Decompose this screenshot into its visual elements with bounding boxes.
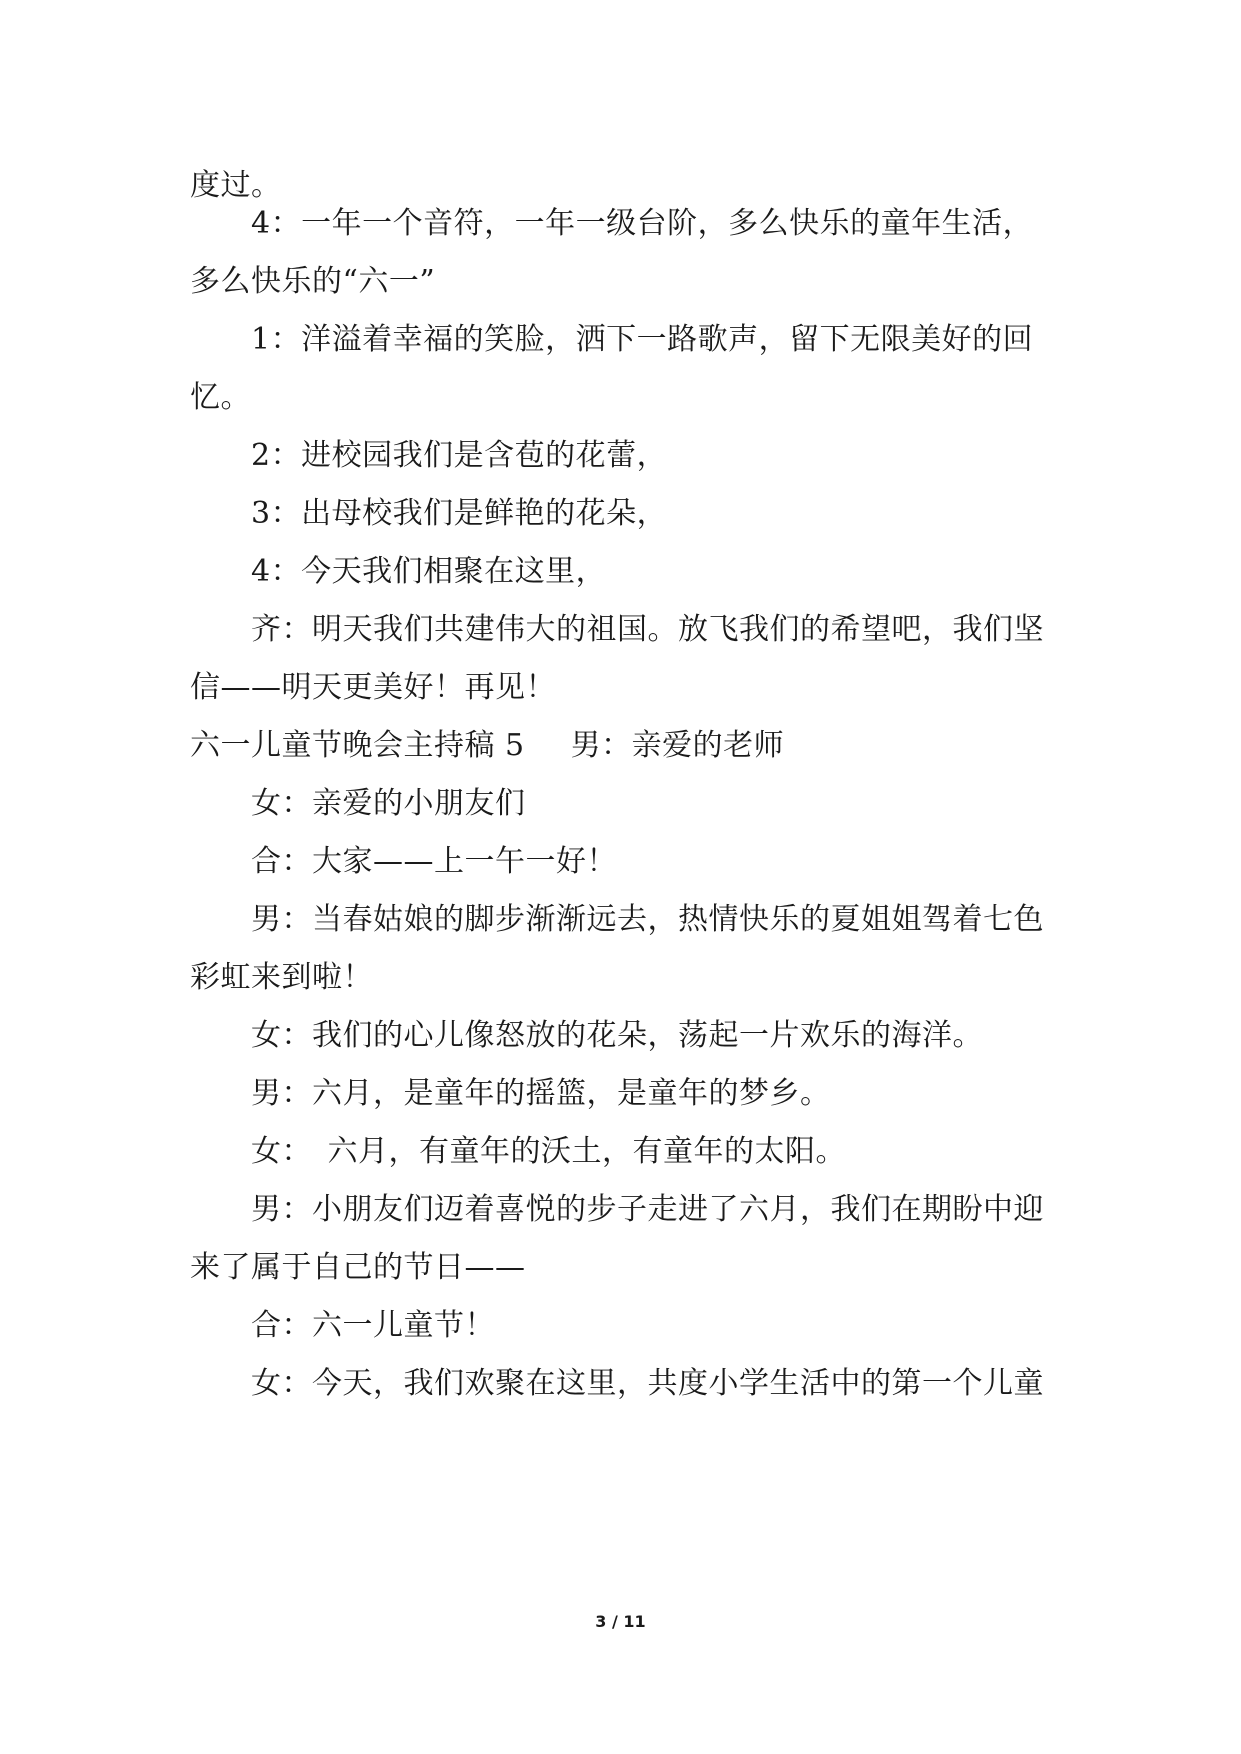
text-line: 女：亲爱的小朋友们	[251, 786, 526, 821]
text-line: 1：洋溢着幸福的笑脸，洒下一路歌声，留下无限美好的回	[251, 322, 1034, 357]
text-line: 来了属于自己的节日——	[190, 1250, 526, 1285]
page-number: 3 / 11	[595, 1612, 646, 1631]
text-line: 多么快乐的“六一”	[190, 264, 436, 299]
text-line: 合：大家——上一午一好！	[251, 844, 617, 879]
text-line: 度过。	[190, 168, 282, 203]
text-line: 男：六月，是童年的摇篮，是童年的梦乡。	[251, 1076, 831, 1111]
text-line: 信——明天更美好！再见！	[190, 670, 556, 705]
text-line: 彩虹来到啦！	[190, 960, 373, 995]
text-line: 3：出母校我们是鲜艳的花朵，	[251, 496, 668, 531]
text-line: 女：我们的心儿像怒放的花朵，荡起一片欢乐的海洋。	[251, 1018, 983, 1053]
text-line: 合：六一儿童节！	[251, 1308, 495, 1343]
text-line: 男：当春姑娘的脚步渐渐远去，热情快乐的夏姐姐驾着七色	[251, 902, 1044, 937]
text-line: 齐：明天我们共建伟大的祖国。放飞我们的希望吧，我们坚	[251, 612, 1044, 647]
section-heading-row	[190, 726, 1070, 766]
text-line: 4：一年一个音符，一年一级台阶，多么快乐的童年生活，	[251, 206, 1034, 241]
text-line: 4：今天我们相聚在这里，	[251, 554, 607, 589]
section-title: 六一儿童节晚会主持稿 5	[190, 728, 525, 763]
text-line: 女：今天，我们欢聚在这里，共度小学生活中的第一个儿童	[251, 1366, 1044, 1401]
text-line: 男：小朋友们迈着喜悦的步子走进了六月，我们在期盼中迎	[251, 1192, 1044, 1227]
text-line: 忆。	[190, 380, 251, 415]
text-line: 2：进校园我们是含苞的花蕾，	[251, 438, 668, 473]
text-line: 男：亲爱的老师	[570, 728, 785, 763]
text-line: 女： 六月，有童年的沃土，有童年的太阳。	[251, 1134, 846, 1169]
